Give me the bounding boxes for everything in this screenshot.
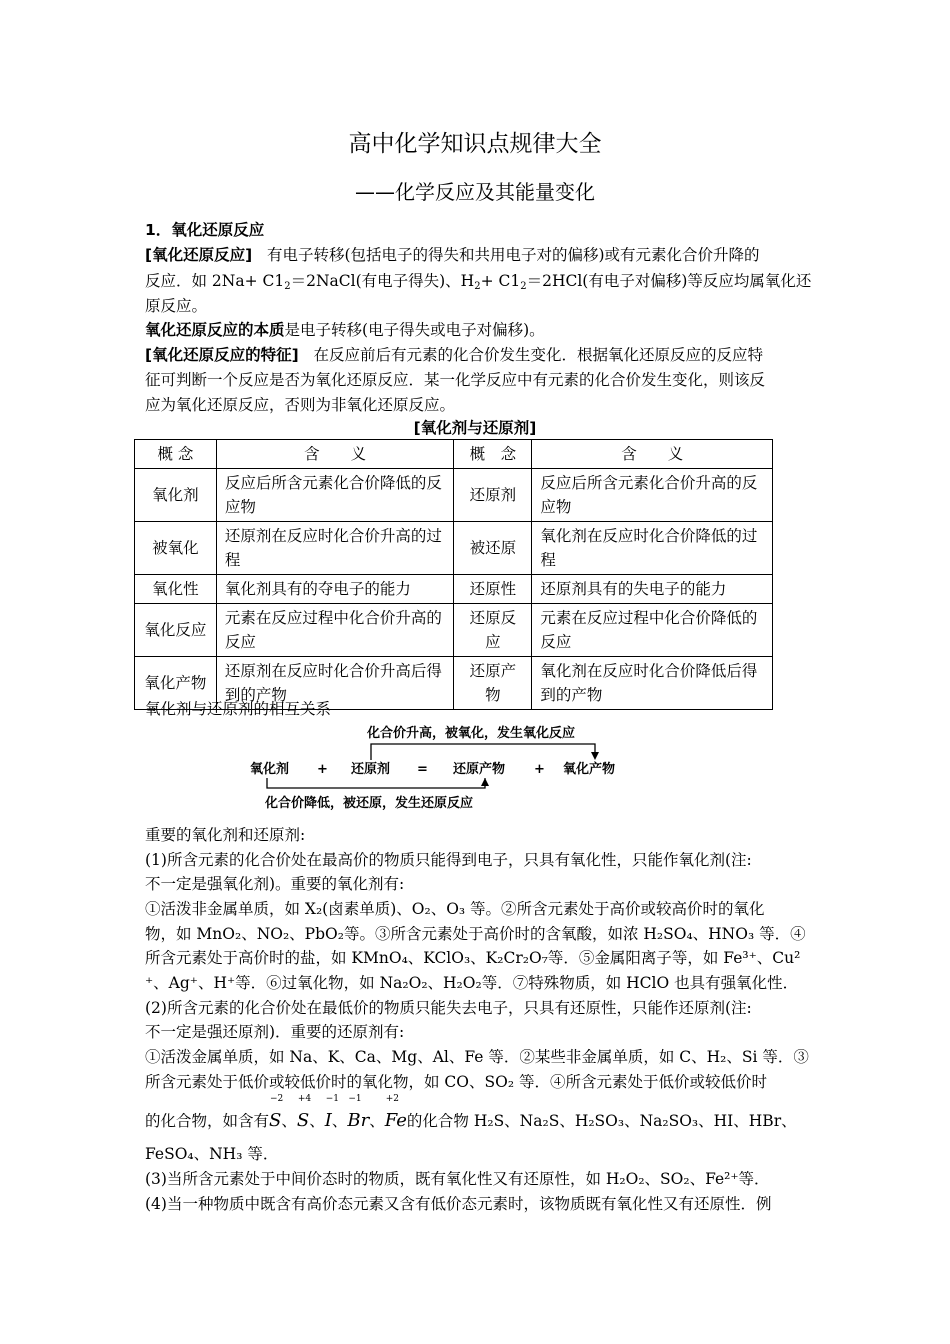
relation-bottom-text: 化合价降低，被还原，发生还原反应 — [265, 796, 474, 811]
element-symbol: S — [269, 1110, 282, 1131]
relation-bottom-bracket — [267, 778, 485, 788]
table-row — [135, 575, 773, 604]
paragraph-line: 不一定是强氧化剂)。重要的氧化剂有: — [145, 875, 405, 893]
valence-element — [324, 1094, 340, 1131]
relation-top-text: 化合价升高，被氧化，发生氧化反应 — [367, 726, 576, 741]
valence-element — [347, 1094, 370, 1131]
essence-label: 氧化还原反应的本质 — [145, 321, 285, 339]
table-cell: 元素在反应过程中化合价降低的反应 — [532, 604, 773, 657]
concept-table — [134, 439, 773, 710]
relation-term: + — [317, 762, 328, 777]
paragraph-line: (3)当所含元素处于中间价态时的物质，既有氧化性又有还原性，如 H₂O₂、SO₂、Fe²⁺等． — [145, 1170, 770, 1188]
element-symbol: Fe — [384, 1110, 407, 1131]
element-symbol: Br — [347, 1110, 370, 1131]
valence-number: +4 — [297, 1094, 312, 1104]
table-header-row — [135, 440, 773, 469]
table-cell: 氧化产物 — [135, 657, 217, 710]
definition-label: [氧化还原反应] — [145, 246, 253, 264]
table-row — [135, 604, 773, 657]
feature-line-2: 征可判断一个反应是否为氧化还原反应．某一化学反应中有元素的化合价发生变化，则该反 — [145, 371, 766, 389]
feature-line-1 — [145, 343, 815, 365]
paragraph-line: ⁺、Ag⁺、H⁺等．⑥过氧化物，如 Na₂O₂、H₂O₂等．⑦特殊物质，如 HClO 也具有强氧化性． — [145, 974, 799, 992]
section-heading: 1．氧化还原反应 — [145, 221, 265, 239]
table-cell: 氧化剂 — [135, 469, 217, 522]
relation-term: 还原产物 — [453, 762, 506, 777]
paragraph-line: 所含元素处于高价时的盐，如 KMnO₄、KClO₃、K₂Cr₂O₇等．⑤金属阳离子等，如 Fe³⁺、Cu² — [145, 949, 801, 967]
table-cell: 氧化性 — [135, 575, 217, 604]
page-title: 高中化学知识点规律大全 — [348, 131, 602, 157]
table-cell: 被还原 — [454, 522, 532, 575]
feature-label: [氧化还原反应的特征] — [145, 346, 299, 364]
paragraph-line: ①活泼非金属单质，如 X₂(卤素单质)、O₂、O₃ 等。②所含元素处于高价或较高价时的氧化 — [145, 900, 765, 918]
relation-term: = — [417, 762, 428, 777]
separator: 、 — [281, 1112, 297, 1130]
table-cell: 还原剂具有的失电子的能力 — [532, 575, 773, 604]
essence-line — [145, 318, 815, 340]
table-cell: 氧化剂在反应时化合价降低后得到的产物 — [532, 657, 773, 710]
valence-element — [269, 1094, 284, 1131]
relation-diagram — [245, 720, 645, 815]
definition-line-2: 反应．如 $2Na+ C1_2=2NaCl$(有电子得失)、$H_2+ C1_2=2HCl$(有电子对偏移)等反应均属氧化还 — [145, 272, 812, 292]
valence-number: −1 — [325, 1094, 340, 1104]
arrow-down-icon — [591, 752, 599, 760]
table-cell: 还原反应 — [454, 604, 532, 657]
paragraph-text: 的化合物 H₂S、Na₂S、H₂SO₃、Na₂SO₃、HI、HBr、 — [406, 1112, 797, 1130]
relation-term: 还原剂 — [351, 762, 391, 777]
definition-text: 有电子转移(包括电子的得失和共用电子对的偏移)或有元素化合价升降的 — [266, 246, 760, 264]
relation-term: 氧化剂 — [250, 762, 290, 777]
valence-number: −1 — [348, 1094, 362, 1104]
valence-number: +2 — [385, 1094, 400, 1104]
table-row — [135, 522, 773, 575]
table-cell: 被氧化 — [135, 522, 217, 575]
important-heading: 重要的氧化剂和还原剂: — [145, 826, 306, 844]
definition-text: ＝2HCl(有电子对偏移)等反应均属氧化还 — [526, 272, 812, 290]
paragraph-line: 物，如 MnO₂、NO₂、PbO₂等。③所含元素处于高价时的含氧酸，如浓 H₂SO₄、HNO₃ 等．④ — [145, 925, 806, 943]
relation-term: 氧化产物 — [563, 762, 616, 777]
table-header-cell: 概 念 — [454, 440, 532, 469]
paragraph-line: (4)当一种物质中既含有高价态元素又含有低价态元素时，该物质既有氧化性又有还原性．例 — [145, 1195, 772, 1213]
definition-text: ＝2NaCl(有电子得失)、H — [290, 272, 475, 290]
arrow-up-icon — [481, 778, 489, 786]
table-cell: 还原剂 — [454, 469, 532, 522]
definition-text: 反应．如 2Na+ C1 — [145, 272, 285, 290]
paragraph-line: 不一定是强还原剂)．重要的还原剂有: — [145, 1023, 405, 1041]
table-cell: 还原性 — [454, 575, 532, 604]
paragraph-line: 所含元素处于低价或较低价时的氧化物，如 CO、SO₂ 等．④所含元素处于低价或较低价时 — [145, 1073, 767, 1091]
table-row — [135, 469, 773, 522]
table-header-cell: 概 念 — [135, 440, 217, 469]
table-caption: [氧化剂与还原剂] — [413, 419, 537, 437]
table-cell: 反应后所含元素化合价降低的反应物 — [216, 469, 454, 522]
table-cell: 氧化反应 — [135, 604, 217, 657]
definition-line-3: 原反应。 — [145, 297, 208, 315]
valence-element — [384, 1094, 407, 1131]
element-symbol: I — [324, 1110, 332, 1131]
table-cell: 还原剂在反应时化合价升高的过程 — [216, 522, 454, 575]
table-header-cell: 含 义 — [216, 440, 454, 469]
valence-number: −2 — [270, 1094, 284, 1104]
separator: 、 — [331, 1112, 348, 1130]
page-subtitle: ——化学反应及其能量变化 — [355, 180, 595, 204]
paragraph-text: 的化合物，如含有 — [145, 1112, 270, 1130]
element-symbol: S — [296, 1110, 310, 1131]
paragraph-line: (1)所含元素的化合价处在最高价的物质只能得到电子，只具有氧化性，只能作氧化剂(注: — [145, 851, 752, 869]
valence-element — [296, 1094, 312, 1131]
paragraph-line: FeSO₄、NH₃ 等． — [145, 1145, 279, 1163]
relation-label: 氧化剂与还原剂的相互关系 — [145, 700, 332, 718]
table-cell: 氧化剂具有的夺电子的能力 — [216, 575, 454, 604]
table-cell: 反应后所含元素化合价升高的反应物 — [532, 469, 773, 522]
table-cell: 元素在反应过程中化合价升高的反应 — [216, 604, 454, 657]
table-cell: 还原剂在反应时化合价升高后得到的产物 — [216, 657, 454, 710]
feature-text: 在反应前后有元素的化合价发生变化．根据氧化还原反应的反应特 — [313, 346, 763, 364]
relation-term: + — [534, 762, 545, 777]
table-cell: 还原产物 — [454, 657, 532, 710]
table-header-cell: 含 义 — [532, 440, 773, 469]
separator: 、 — [309, 1112, 325, 1130]
definition-text: + C1 — [480, 272, 521, 290]
relation-top-bracket — [371, 744, 595, 760]
table-cell: 氧化剂在反应时化合价降低的过程 — [532, 522, 773, 575]
definition-line-1 — [145, 243, 815, 265]
separator: 、 — [369, 1112, 385, 1130]
paragraph-line-valence — [145, 1094, 815, 1131]
essence-text: 是电子转移(电子得失或电子对偏移)。 — [284, 321, 545, 339]
paragraph-line: ①活泼金属单质，如 Na、K、Ca、Mg、Al、Fe 等．②某些非金属单质，如 C、H₂、Si 等．③ — [145, 1048, 809, 1066]
feature-line-3: 应为氧化还原反应，否则为非氧化还原反应。 — [145, 396, 456, 414]
paragraph-line: (2)所含元素的化合价处在最低价的物质只能失去电子，只具有还原性，只能作还原剂(注: — [145, 999, 752, 1017]
